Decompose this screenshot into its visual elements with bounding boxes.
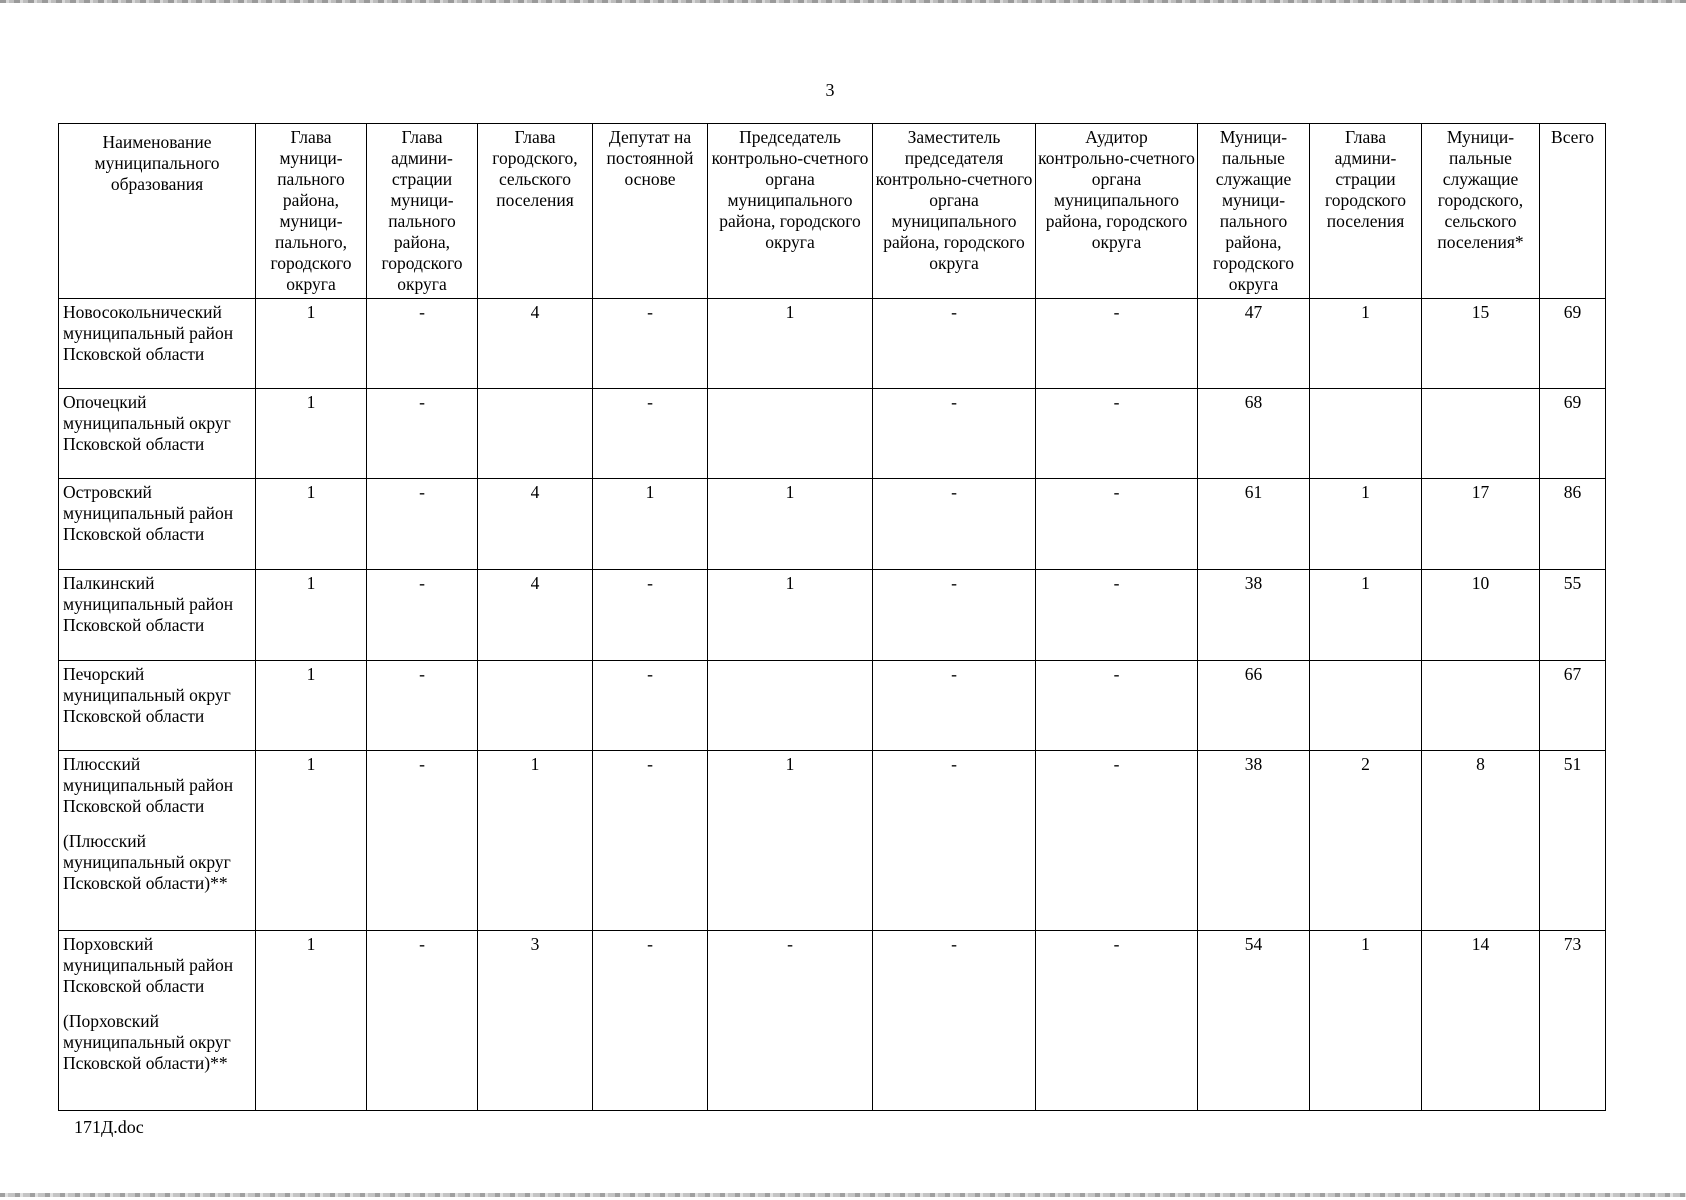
table-cell: 69 <box>1540 299 1606 389</box>
row-name-note: (Плюсский муниципальный округ Псковской области)** <box>63 831 231 893</box>
staff-table <box>58 123 1606 1111</box>
row-name: Палкинский муниципальный район Псковской области <box>63 573 234 635</box>
table-cell: - <box>1036 661 1198 751</box>
table-cell: - <box>1036 479 1198 570</box>
row-name: Порховский муниципальный район Псковской области <box>63 934 234 996</box>
header-cell: Заместитель председателя контрольно-счетного органа муниципального района, городского округа <box>873 124 1036 299</box>
row-name-cell <box>59 931 256 1111</box>
row-name-cell <box>59 661 256 751</box>
table-cell: - <box>873 931 1036 1111</box>
table-cell: - <box>1036 299 1198 389</box>
table-cell <box>708 661 873 751</box>
table-row <box>59 570 1606 661</box>
table-cell: 1 <box>256 931 367 1111</box>
table-cell: 1 <box>708 570 873 661</box>
row-name: Плюсский муниципальный район Псковской области <box>63 754 234 816</box>
table-cell: 14 <box>1422 931 1540 1111</box>
table-cell: - <box>708 931 873 1111</box>
header-cell: Глава админи-страции городского поселения <box>1310 124 1422 299</box>
table-cell: 86 <box>1540 479 1606 570</box>
table-cell: 55 <box>1540 570 1606 661</box>
table-cell: - <box>1036 570 1198 661</box>
header-cell: Глава городского, сельского поселения <box>478 124 593 299</box>
table-cell: - <box>367 299 478 389</box>
row-name-cell <box>59 389 256 479</box>
table-cell: 38 <box>1198 751 1310 931</box>
table-cell: 47 <box>1198 299 1310 389</box>
table-cell: 1 <box>1310 570 1422 661</box>
header-cell: Аудитор контрольно-счетного органа муниципального района, городского округа <box>1036 124 1198 299</box>
header-cell: Наименование муниципального образования <box>59 124 256 299</box>
table-cell: - <box>367 570 478 661</box>
table-cell: 66 <box>1198 661 1310 751</box>
table-cell: - <box>873 751 1036 931</box>
table-cell: 4 <box>478 570 593 661</box>
table-cell: 1 <box>708 751 873 931</box>
table-cell: 1 <box>593 479 708 570</box>
table-cell: 61 <box>1198 479 1310 570</box>
table-cell: 68 <box>1198 389 1310 479</box>
table-cell: 1 <box>478 751 593 931</box>
table-cell: - <box>873 389 1036 479</box>
row-name: Опочецкий муниципальный округ Псковской области <box>63 392 231 454</box>
table-cell: - <box>593 299 708 389</box>
table-cell: 67 <box>1540 661 1606 751</box>
table-cell: - <box>1036 931 1198 1111</box>
table-row <box>59 751 1606 931</box>
table-cell: 69 <box>1540 389 1606 479</box>
row-name-cell <box>59 751 256 931</box>
table-cell: 2 <box>1310 751 1422 931</box>
table-cell: 1 <box>1310 299 1422 389</box>
table-cell: - <box>593 661 708 751</box>
table-cell <box>1310 389 1422 479</box>
table-cell: 1 <box>256 661 367 751</box>
table-cell: 1 <box>256 299 367 389</box>
header-cell: Глава муници-пального района, муници-пального, городского округа <box>256 124 367 299</box>
table-cell <box>1422 389 1540 479</box>
row-name: Островский муниципальный район Псковской области <box>63 482 234 544</box>
header-cell: Муници-пальные служащие городского, сельского поселения* <box>1422 124 1540 299</box>
scan-edge-top <box>0 0 1686 3</box>
table-cell: - <box>367 479 478 570</box>
table-cell: - <box>873 479 1036 570</box>
table-cell <box>478 661 593 751</box>
table-cell: - <box>1036 751 1198 931</box>
table-cell: 4 <box>478 479 593 570</box>
table-cell: 1 <box>1310 931 1422 1111</box>
table-cell: 73 <box>1540 931 1606 1111</box>
table-cell: 1 <box>1310 479 1422 570</box>
row-name: Новосокольнический муниципальный район Псковской области <box>63 302 234 364</box>
table-cell: 1 <box>708 479 873 570</box>
table-cell <box>708 389 873 479</box>
document-filename: 171Д.doc <box>74 1117 144 1137</box>
table-cell <box>1422 661 1540 751</box>
row-name: Печорский муниципальный округ Псковской области <box>63 664 231 726</box>
table-header-row <box>59 124 1606 299</box>
table-cell: - <box>593 389 708 479</box>
header-cell: Глава админи-страции муници-пального района, городского округа <box>367 124 478 299</box>
table-cell: 17 <box>1422 479 1540 570</box>
table-cell: - <box>1036 389 1198 479</box>
row-name-note: (Порховский муниципальный округ Псковской области)** <box>63 1011 231 1073</box>
scan-edge-bottom <box>0 1193 1686 1197</box>
table-row <box>59 931 1606 1111</box>
table-cell: - <box>367 931 478 1111</box>
table-cell: 1 <box>256 570 367 661</box>
table-cell: 1 <box>256 389 367 479</box>
page-number: 3 <box>825 80 835 100</box>
table-cell <box>478 389 593 479</box>
table-cell: - <box>593 570 708 661</box>
table-cell: 4 <box>478 299 593 389</box>
table-cell: - <box>593 931 708 1111</box>
table-cell: 8 <box>1422 751 1540 931</box>
table-cell: - <box>367 389 478 479</box>
table-cell: - <box>367 661 478 751</box>
row-name-cell <box>59 570 256 661</box>
table-cell: 54 <box>1198 931 1310 1111</box>
header-cell: Всего <box>1540 124 1606 299</box>
table-cell: 38 <box>1198 570 1310 661</box>
table-cell: - <box>593 751 708 931</box>
table-cell: 10 <box>1422 570 1540 661</box>
table-cell: - <box>873 570 1036 661</box>
table-cell: 1 <box>708 299 873 389</box>
row-name-cell <box>59 299 256 389</box>
table-cell: 1 <box>256 479 367 570</box>
table-cell: 15 <box>1422 299 1540 389</box>
table-row <box>59 389 1606 479</box>
table-cell: - <box>873 299 1036 389</box>
table-cell: - <box>873 661 1036 751</box>
header-cell: Депутат на постоянной основе <box>593 124 708 299</box>
table-row <box>59 661 1606 751</box>
table-cell: 51 <box>1540 751 1606 931</box>
header-cell: Муници-пальные служащие муници-пального района, городского округа <box>1198 124 1310 299</box>
table-cell: 3 <box>478 931 593 1111</box>
table-cell <box>1310 661 1422 751</box>
table-cell: 1 <box>256 751 367 931</box>
table-row <box>59 479 1606 570</box>
table-row <box>59 299 1606 389</box>
table-cell: - <box>367 751 478 931</box>
row-name-cell <box>59 479 256 570</box>
header-cell: Председатель контрольно-счетного органа муниципального района, городского округа <box>708 124 873 299</box>
